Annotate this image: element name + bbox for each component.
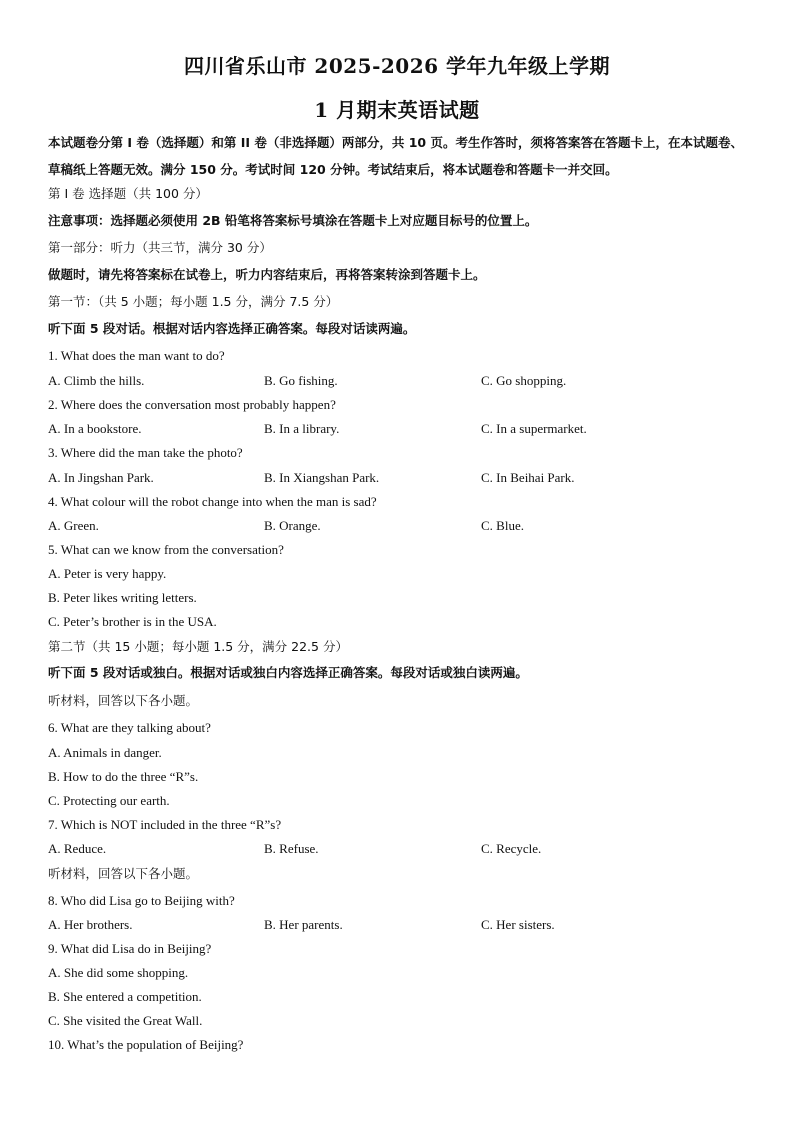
question-1-option-c: C. Go shopping. — [481, 373, 567, 388]
question-7-option-c: C. Recycle. — [481, 841, 542, 856]
question-2-option-c: C. In a supermarket. — [481, 421, 587, 436]
question-3-option-c: C. In Beihai Park. — [481, 470, 575, 485]
question-2-stem: 2. Where does the conversation most probably happen? — [48, 397, 336, 412]
question-4-stem: 4. What colour will the robot change into when the man is sad? — [48, 494, 377, 509]
question-8-stem: 8. Who did Lisa go to Beijing with? — [48, 893, 235, 908]
question-9-option-b: B. She entered a competition. — [48, 989, 202, 1004]
sub1-instruction: 听下面 5 段对话。根据对话内容选择正确答案。每段对话读两遍。 — [48, 321, 416, 336]
question-6-option-b: B. How to do the three “R”s. — [48, 769, 199, 784]
question-5-option-b: B. Peter likes writing letters. — [48, 590, 197, 605]
question-10-stem: 10. What’s the population of Beijing? — [48, 1037, 244, 1052]
sub2-instruction: 听下面 5 段对话或独白。根据对话或独白内容选择正确答案。每段对话或独白读两遍。 — [48, 665, 528, 680]
sub2-title: 第二节（共 15 小题；每小题 1.5 分，满分 22.5 分） — [48, 639, 348, 654]
listen-prompt-2: 听材料，回答以下各小题。 — [48, 866, 199, 881]
question-6-option-a: A. Animals in danger. — [48, 745, 162, 760]
question-1-option-b: B. Go fishing. — [264, 373, 338, 388]
question-9-option-c: C. She visited the Great Wall. — [48, 1013, 203, 1028]
notice: 注意事项：选择题必须使用 2B 铅笔将答案标号填涂在答题卡上对应题目标号的位置上。 — [48, 213, 538, 228]
question-9-stem: 9. What did Lisa do in Beijing? — [48, 941, 212, 956]
question-4-option-b: B. Orange. — [264, 518, 321, 533]
question-9-option-a: A. She did some shopping. — [48, 965, 189, 980]
question-8-option-a: A. Her brothers. — [48, 917, 133, 932]
question-7-option-a: A. Reduce. — [48, 841, 107, 856]
question-5-option-a: A. Peter is very happy. — [48, 566, 167, 581]
listen-prompt-1: 听材料，回答以下各小题。 — [48, 693, 199, 708]
page-title-line1: 四川省乐山市 2025-2026 学年九年级上学期 — [183, 54, 611, 78]
question-5-option-c: C. Peter’s brother is in the USA. — [48, 614, 217, 629]
question-2-option-b: B. In a library. — [264, 421, 340, 436]
question-7-stem: 7. Which is NOT included in the three “R”s? — [48, 817, 282, 832]
question-3-stem: 3. Where did the man take the photo? — [48, 445, 243, 460]
section1-title: 第一部分：听力（共三节，满分 30 分） — [48, 240, 272, 255]
question-1-option-a: A. Climb the hills. — [48, 373, 145, 388]
question-6-option-c: C. Protecting our earth. — [48, 793, 170, 808]
exam-intro: 本试题卷分第 I 卷（选择题）和第 II 卷（非选择题）两部分，共 10 页。考生作答时，须将答案答在答题卡上，在本试题卷、草稿纸上答题无效。满分 150 分。考试时间 120 分钟。考试结束后，将本试题卷和答题卡一并交回。 — [48, 135, 743, 177]
question-3-option-a: A. In Jingshan Park. — [48, 470, 154, 485]
question-8-option-b: B. Her parents. — [264, 917, 343, 932]
question-4-option-a: A. Green. — [48, 518, 99, 533]
question-6-stem: 6. What are they talking about? — [48, 720, 211, 735]
question-1-stem: 1. What does the man want to do? — [48, 348, 225, 363]
listening-instruction: 做题时，请先将答案标在试卷上，听力内容结束后，再将答案转涂到答题卡上。 — [48, 267, 486, 282]
question-4-option-c: C. Blue. — [481, 518, 524, 533]
sub1-title: 第一节：（共 5 小题；每小题 1.5 分，满分 7.5 分） — [48, 294, 339, 309]
question-5-stem: 5. What can we know from the conversation? — [48, 542, 284, 557]
part1-title: 第 I 卷 选择题（共 100 分） — [48, 186, 208, 201]
question-2-option-a: A. In a bookstore. — [48, 421, 142, 436]
page-title-line2: 1 月期末英语试题 — [314, 98, 480, 122]
question-8-option-c: C. Her sisters. — [481, 917, 555, 932]
question-7-option-b: B. Refuse. — [264, 841, 319, 856]
question-3-option-b: B. In Xiangshan Park. — [264, 470, 380, 485]
